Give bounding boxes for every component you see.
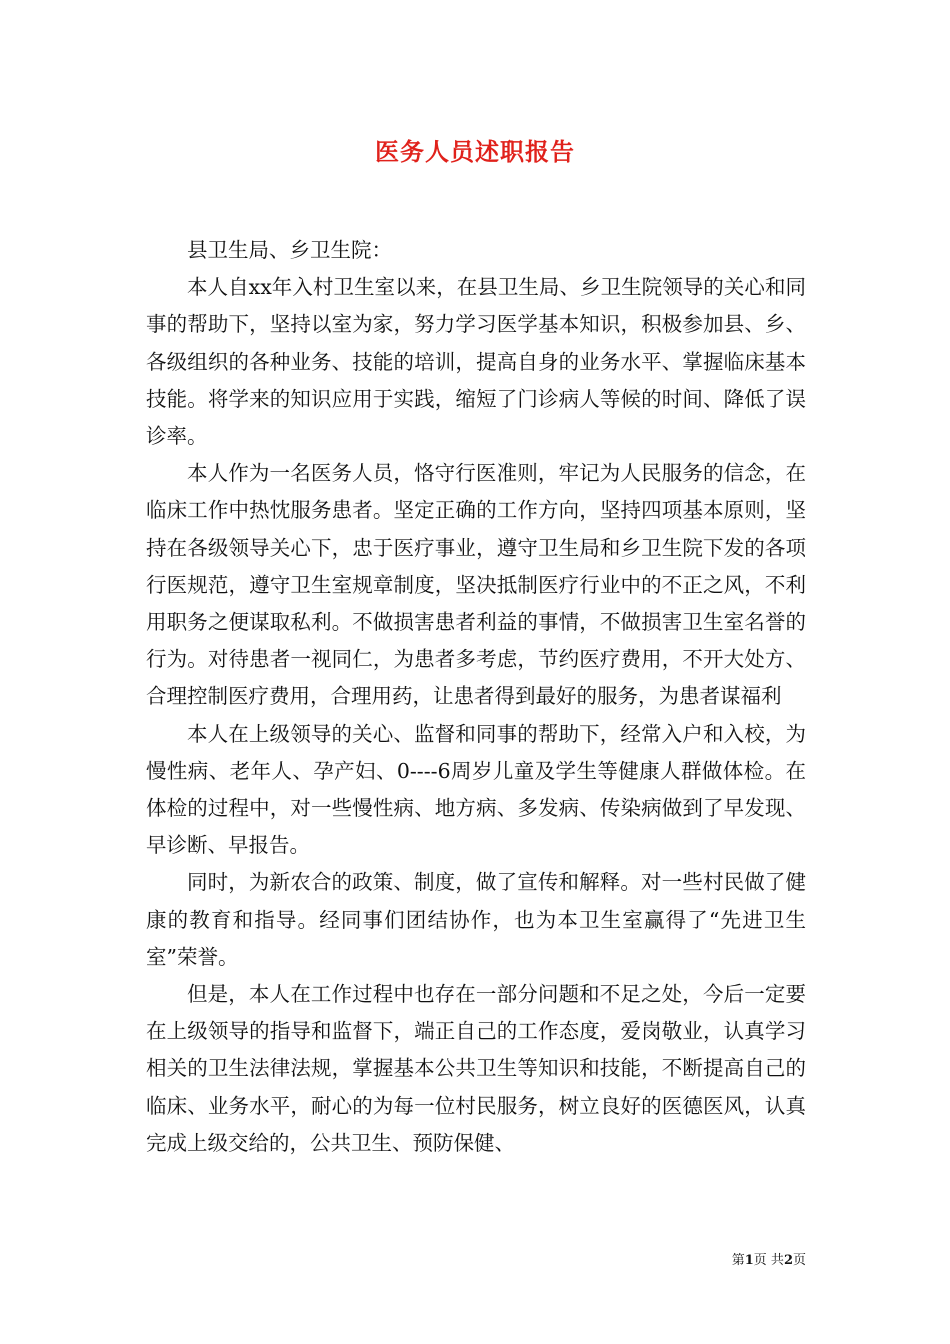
page-footer <box>732 1249 806 1268</box>
footer-prefix: 第 <box>731 1253 745 1268</box>
footer-current-page: 1 <box>744 1253 754 1268</box>
footer-middle: 页 共 <box>753 1253 784 1268</box>
paragraph-2: 本人作为一名医务人员，恪守行医准则，牢记为人民服务的信念，在临床工作中热忱服务患者。坚定正确的工作方向，坚持四项基本原则，坚持在各级领导关心下，忠于医疗事业，遵守卫生局和乡卫生院下发的各项行医规范，遵守卫生室规章制度，坚决抵制医疗行业中的不正之风，不利用职务之便谋取私利。不做损害患者利益的事情，不做损害卫生室名誉的行为。对待患者一视同仁，为患者多考虑，节约医疗费用，不开大处方、合理控制医疗费用，合理用药，让患者得到最好的服务，为患者谋福利 <box>146 461 806 709</box>
paragraph-1: 本人自xx年入村卫生室以来，在县卫生局、乡卫生院领导的关心和同事的帮助下，坚持以室为家，努力学习医学基本知识，积极参加县、乡、各级组织的各种业务、技能的培训，提高自身的业务水平、掌握临床基本技能。将学来的知识应用于实践，缩短了门诊病人等候的时间、降低了误诊率。 <box>146 275 806 449</box>
footer-suffix: 页 <box>792 1253 806 1268</box>
paragraph-3: 本人在上级领导的关心、监督和同事的帮助下，经常入户和入校，为慢性病、老年人、孕产妇、0----6周岁儿童及学生等健康人群做体检。在体检的过程中，对一些慢性病、地方病、多发病、传染病做到了早发现、早诊断、早报告。 <box>146 721 806 858</box>
footer-total-pages: 2 <box>783 1253 793 1268</box>
salutation: 县卫生局、乡卫生院： <box>187 238 392 262</box>
paragraph-5: 但是，本人在工作过程中也存在一部分问题和不足之处，今后一定要在上级领导的指导和监督下，端正自己的工作态度，爱岗敬业，认真学习相关的卫生法律法规，掌握基本公共卫生等知识和技能，不断提高自己的临床、业务水平，耐心的为每一位村民服务，树立良好的医德医风，认真完成上级交给的，公共卫生、预防保健、 <box>146 982 806 1155</box>
document-body <box>146 232 806 1162</box>
document-title: 医务人员述职报告 <box>375 137 575 166</box>
paragraph-4: 同时，为新农合的政策、制度，做了宣传和解释。对一些村民做了健康的教育和指导。经同事们团结协作，也为本卫生室赢得了“先进卫生室”荣誉。 <box>146 870 806 969</box>
